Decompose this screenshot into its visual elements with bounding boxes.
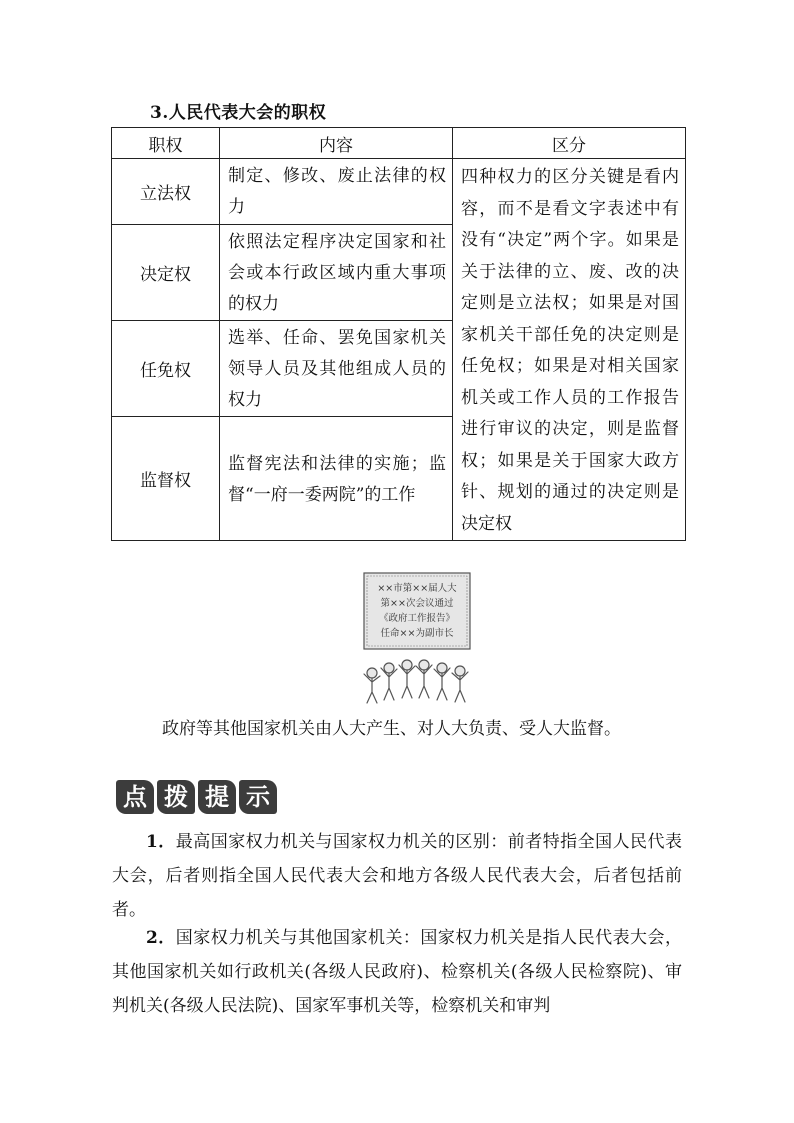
sign-line-1: ××市第××届人大 bbox=[377, 583, 457, 594]
table-header-row bbox=[112, 128, 686, 159]
table-row bbox=[112, 159, 686, 225]
power-name: 立法权 bbox=[112, 159, 220, 225]
tips-char: 示 bbox=[239, 780, 277, 814]
sign-line-2: 第××次会议通过 bbox=[380, 598, 454, 609]
tips-banner bbox=[116, 780, 277, 814]
power-content: 监督宪法和法律的实施；监督“一府一委两院”的工作 bbox=[220, 417, 453, 541]
tip-number: 1． bbox=[146, 832, 176, 852]
header-content: 内容 bbox=[220, 128, 453, 159]
tips-char: 拨 bbox=[157, 780, 195, 814]
power-content: 选举、任命、罢免国家机关领导人员及其他组成人员的权力 bbox=[220, 321, 453, 417]
tip-paragraph-2 bbox=[112, 921, 682, 1023]
header-distinction: 区分 bbox=[453, 128, 686, 159]
power-name: 监督权 bbox=[112, 417, 220, 541]
congress-illustration bbox=[358, 570, 476, 708]
header-power: 职权 bbox=[112, 128, 220, 159]
illustration-caption: 政府等其他国家机关由人大产生、对人大负责、受人大监督。 bbox=[162, 719, 621, 739]
powers-table bbox=[111, 127, 686, 541]
power-name: 任免权 bbox=[112, 321, 220, 417]
tip-number: 2． bbox=[146, 928, 176, 948]
tip-paragraph-1 bbox=[112, 825, 682, 927]
section-title: 3.人民代表大会的职权 bbox=[150, 103, 327, 123]
tips-char: 点 bbox=[116, 780, 154, 814]
sign-line-3: 《政府工作报告》 bbox=[378, 613, 456, 624]
power-content: 制定、修改、废止法律的权力 bbox=[220, 159, 453, 225]
tip-text: 最高国家权力机关与国家权力机关的区别：前者特指全国人民代表大会，后者则指全国人民代表大会和地方各级人民代表大会，后者包括前者。 bbox=[112, 832, 682, 920]
sign-line-4: 任命××为副市长 bbox=[380, 628, 454, 639]
tips-char: 提 bbox=[198, 780, 236, 814]
tip-text: 国家权力机关与其他国家机关：国家权力机关是指人民代表大会，其他国家机关如行政机关(各级人民政府)、检察机关(各级人民检察院)、审判机关(各级人民法院)、国家军事机关等，检察机关和审判 bbox=[112, 928, 682, 1016]
power-content: 依照法定程序决定国家和社会或本行政区域内重大事项的权力 bbox=[220, 225, 453, 321]
power-distinction: 四种权力的区分关键是看内容，而不是看文字表述中有没有“决定”两个字。如果是关于法律的立、废、改的决定则是立法权；如果是对国家机关干部任免的决定则是任免权；如果是对相关国家机关或工作人员的工作报告进行审议的决定，则是监督权；如果是关于国家大政方针、规划的通过的决定则是决定权 bbox=[453, 159, 686, 541]
power-name: 决定权 bbox=[112, 225, 220, 321]
